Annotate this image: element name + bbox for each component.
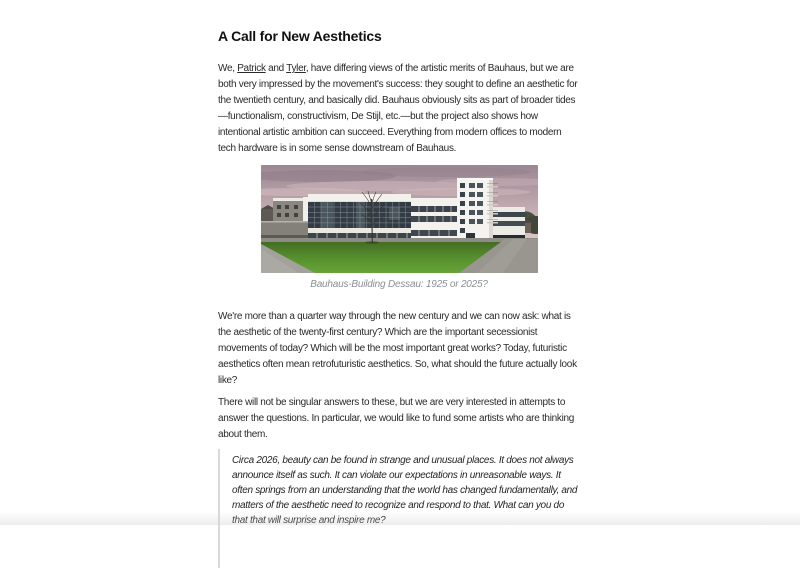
link-tyler[interactable]: Tyler	[286, 63, 306, 74]
questions-paragraph: We're more than a quarter way through the new century and we can now ask: what is the aesthetic of the twenty-first century? Which are the important secessionist movements of today? Which will be the most important great works? Today, futuristic aesthetics often mean retrofuturistic aesthetics. So, what should the future actually look like?	[218, 309, 580, 389]
intro-text-rest: , have differing views of the artistic merits of Bauhaus, but we are both very impressed by the movement's success: they sought to define an aesthetic for the twentieth century, and basically did. Bauhaus obviously sits as part of broader tides—functionalism, constructivism, De Stijl, etc.—but the project also shows how intentional artistic ambition can succeed. Everything from modern offices to modern tech hardware is in some sense downstream of Bauhaus.	[218, 63, 577, 154]
bauhaus-figure	[218, 165, 580, 291]
intro-text-mid: and	[266, 63, 287, 74]
quote-text: Circa 2026, beauty can be found in strange and unusual places. It does not always announce itself as such. It can violate our expectations in unreasonable ways. It often springs from an understanding that the world has changed fundamentally, and matters of the aesthetic need to recognize and respond to that. What can you do that that will surprise and inspire me?	[232, 453, 580, 528]
funding-paragraph: There will not be singular answers to these, but we are very interested in attempts to answer the questions. In particular, we would like to fund some artists who are thinking about them.	[218, 395, 580, 443]
intro-paragraph	[218, 61, 580, 157]
article	[218, 28, 580, 568]
bauhaus-photo-illustration	[261, 165, 538, 273]
photo-front-wall	[261, 221, 308, 238]
intro-text-start: We,	[218, 63, 237, 74]
page-title: A Call for New Aesthetics	[218, 28, 580, 45]
photo-ground	[261, 238, 538, 273]
photo-caption: Bauhaus-Building Dessau: 1925 or 2025?	[218, 279, 580, 291]
link-patrick[interactable]: Patrick	[237, 63, 265, 74]
bauhaus-photo	[261, 165, 538, 273]
aesthetics-quote	[218, 449, 580, 568]
